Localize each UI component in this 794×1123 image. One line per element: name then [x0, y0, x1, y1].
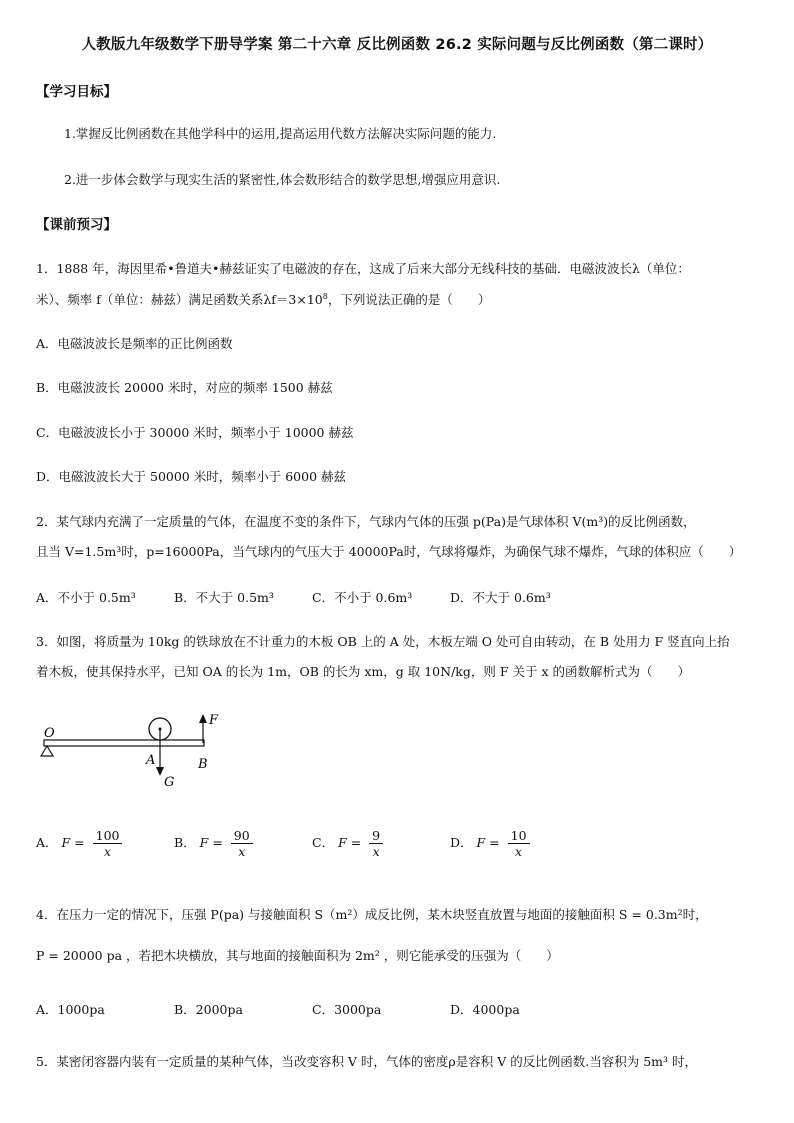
goals-header: 【学习目标】 [36, 84, 117, 100]
q3-option-c-fraction [369, 828, 383, 859]
q4-option-b: B．2000pa [174, 1002, 243, 1017]
q3-option-a-den: x [104, 844, 112, 859]
pivot-triangle [41, 746, 53, 756]
label-f: F [209, 713, 219, 728]
q3-option-d-fraction [508, 828, 530, 859]
q1-line2-b: ，下列说法正确的是（ ） [327, 292, 491, 307]
q2-option-c: C．不小于 0.6m³ [312, 590, 413, 605]
q2-line1: 2．某气球内充满了一定质量的气体，在温度不变的条件下，气球内气体的压强 p(Pa)是气球体积 V(m³)的反比例函数， [36, 514, 696, 529]
q3-option-d-num: 10 [508, 828, 530, 844]
label-b: B [198, 757, 208, 772]
gravity-arrow-head [156, 767, 164, 776]
q2-option-b: B．不大于 0.5m³ [174, 590, 274, 605]
q3-option-d-den: x [515, 844, 523, 859]
goal-1: 1.掌握反比例函数在其他学科中的运用,提高运用代数方法解决实际问题的能力. [64, 126, 497, 141]
q4-option-d: D．4000pa [450, 1002, 520, 1017]
label-a: A [146, 753, 156, 768]
q3-option-b-den: x [238, 844, 246, 859]
q3-option-c-num: 9 [369, 828, 383, 844]
q3-option-b-fraction [231, 828, 253, 859]
q3-option-b-letter: B． [174, 835, 196, 850]
q4-option-a: A．1000pa [36, 1002, 105, 1017]
q2-option-d: D．不大于 0.6m³ [450, 590, 551, 605]
lever-figure [36, 712, 236, 796]
q3-option-d [450, 828, 530, 859]
q1-exponent: 8 [322, 291, 328, 301]
q2-line2: 且当 V=1.5m³时，p=16000Pa，当气球内的气压大于 40000Pa时，气球将爆炸，为确保气球不爆炸，气球的体积应（ ） [36, 544, 742, 559]
q1-line2 [36, 290, 776, 308]
q1-option-c: C．电磁波波长小于 30000 米时，频率小于 10000 赫兹 [36, 425, 354, 440]
q3-option-a-lhs: F = [61, 835, 85, 850]
q1-line1: 1．1888 年，海因里希•鲁道夫•赫兹证实了电磁波的存在，这成了后来大部分无线科技的基础．电磁波波长λ（单位： [36, 261, 690, 276]
q3-option-a-num: 100 [93, 828, 123, 844]
q3-option-c [312, 828, 383, 859]
q3-option-a-fraction [93, 828, 123, 859]
label-o: O [44, 726, 55, 741]
q3-option-d-lhs: F = [476, 835, 500, 850]
q4-line2: P = 20000 pa ，若把木块横放，其与地面的接触面积为 2m² ，则它能承受的压强为（ ） [36, 948, 559, 963]
preview-header: 【课前预习】 [36, 217, 117, 233]
q3-option-b-lhs: F = [199, 835, 223, 850]
q1-line2-a: 米）、频率 f（单位：赫兹）满足函数关系λf＝3×10 [36, 292, 323, 307]
q3-option-d-letter: D． [450, 835, 473, 850]
q2-option-a: A．不小于 0.5m³ [36, 590, 136, 605]
board [44, 740, 204, 746]
q3-option-a-letter: A． [36, 835, 58, 850]
lever-diagram [36, 712, 236, 792]
q4-line1: 4．在压力一定的情况下，压强 P(pa) 与接触面积 S（m²）成反比例，某木块竖直放置与地面的接触面积 S = 0.3m²时， [36, 907, 708, 922]
q1-option-d: D．电磁波波长大于 50000 米时，频率小于 6000 赫兹 [36, 469, 346, 484]
q1-option-b: B．电磁波波长 20000 米时，对应的频率 1500 赫兹 [36, 380, 333, 395]
q3-option-c-den: x [372, 844, 380, 859]
q3-option-b-num: 90 [231, 828, 253, 844]
q3-option-b [174, 828, 253, 859]
q3-line1: 3．如图，将质量为 10kg 的铁球放在不计重力的木板 OB 上的 A 处，木板左端 O 处可自由转动，在 B 处用力 F 竖直向上抬 [36, 634, 730, 649]
q4-option-c: C．3000pa [312, 1002, 382, 1017]
q5-line1: 5．某密闭容器内装有一定质量的某种气体，当改变容积 V 时，气体的密度ρ是容积 V 的反比例函数.当容积为 5m³ 时， [36, 1054, 697, 1069]
page-title: 人教版九年级数学下册导学案 第二十六章 反比例函数 26.2 实际问题与反比例函数（第二课时） [81, 37, 713, 53]
force-arrow-head [199, 714, 207, 723]
q1-option-a: A．电磁波波长是频率的正比例函数 [36, 336, 233, 351]
q3-option-a [36, 828, 122, 859]
q3-option-c-letter: C． [312, 835, 335, 850]
goal-2: 2.进一步体会数学与现实生活的紧密性,体会数形结合的数学思想,增强应用意识. [64, 172, 501, 187]
q3-line2: 着木板，使其保持水平，已知 OA 的长为 1m，OB 的长为 xm，g 取 10N/kg，则 F 关于 x 的函数解析式为（ ） [36, 664, 690, 679]
label-g: G [164, 775, 175, 790]
q3-option-c-lhs: F = [338, 835, 362, 850]
